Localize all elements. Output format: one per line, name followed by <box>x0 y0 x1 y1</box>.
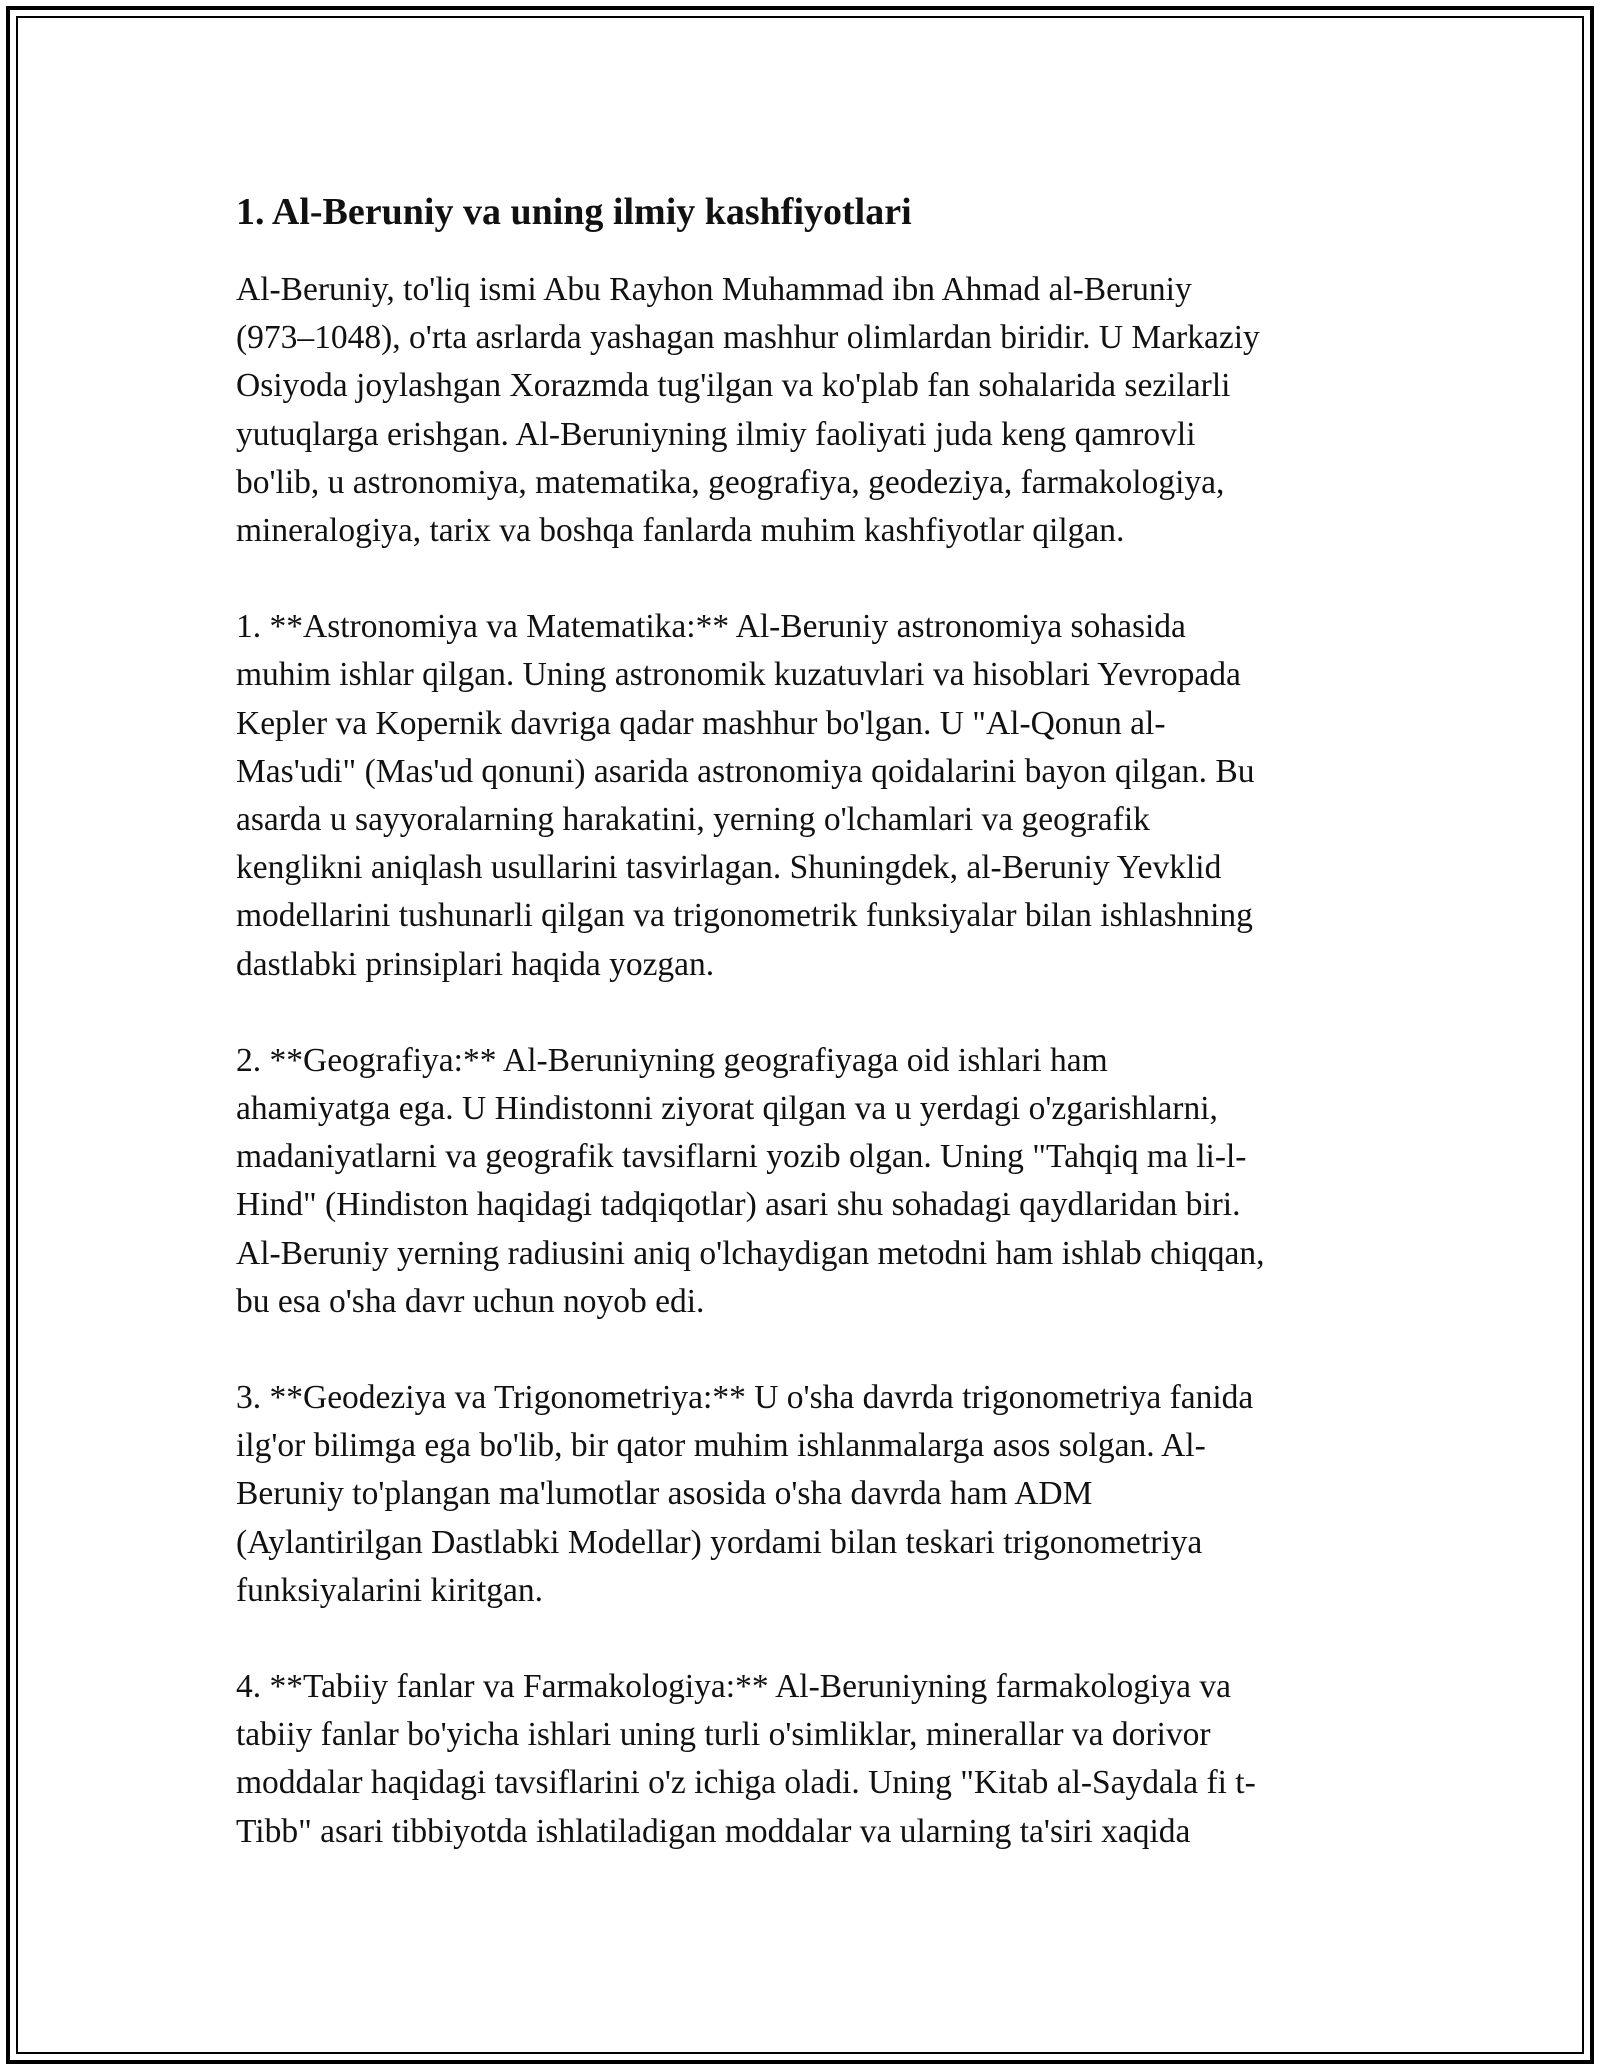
geodesy-paragraph: 3. **Geodeziya va Trigonometriya:** U o'sha davrda trigonometriya fanida ilg'or bilimga ega bo'lib, bir qator muhim ishlanmalarga asos solgan. Al- Beruniy to'plangan ma'lumotlar asosida o'sha davrda ham ADM (Aylantirilgan Dastlabki Modellar) yordami bilan teskari trigonometriya funksiyalarini kiritgan. <box>236 1379 1254 1609</box>
intro-paragraph: Al-Beruniy, to'liq ismi Abu Rayhon Muhammad ibn Ahmad al-Beruniy (973–1048), o'rta asrlarda yashagan mashhur olimlardan biridir. U Markaziy Osiyoda joylashgan Xorazmda tug'ilgan va ko'plab fan sohalarida sezilarli yutuqlarga erishgan. Al-Beruniyning ilmiy faoliyati juda keng qamrovli bo'lib, u astronomiya, matematika, geografiya, geodeziya, farmakologiya, mineralogiya, tarix va boshqa fanlarda muhim kashfiyotlar qilgan. <box>236 271 1260 550</box>
document-title: 1. Al-Beruniy va uning ilmiy kashfiyotlari <box>236 191 912 233</box>
geography-paragraph: 2. **Geografiya:** Al-Beruniyning geografiyaga oid ishlari ham ahamiyatga ega. U Hindistonni ziyorat qilgan va u yerdagi o'zgarishlarni, madaniyatlarni va geografik tavsiflarni yozib olgan. Uning "Tahqiq ma li-l- Hind" (Hindiston haqidagi tadqiqotlar) asari shu sohadagi qaydlaridan biri. Al-Beruniy yerning radiusini aniq o'lchaydigan metodni ham ishlab chiqqan, bu esa o'sha davr uchun noyob edi. <box>236 1041 1265 1320</box>
document-body <box>236 186 1366 1856</box>
astronomy-paragraph: 1. **Astronomiya va Matematika:** Al-Beruniy astronomiya sohasida muhim ishlar qilgan. Uning astronomik kuzatuvlari va hisoblari Yevropada Kepler va Kopernik davriga qadar mashhur bo'lgan. U "Al-Qonun al- Mas'udi" (Mas'ud qonuni) asarida astronomiya qoidalarini bayon qilgan. Bu asarda u sayyoralarning harakatini, yerning o'lchamlari va geografik kenglikni aniqlash usullarini tasvirlagan. Shuningdek, al-Beruniy Yevklid modellarini tushunarli qilgan va trigonometrik funksiyalar bilan ishlashning dastlabki prinsiplari haqida yozgan. <box>236 608 1255 983</box>
pharmacology-paragraph: 4. **Tabiiy fanlar va Farmakologiya:** Al-Beruniyning farmakologiya va tabiiy fanlar bo'yicha ishlari uning turli o'simliklar, minerallar va dorivor moddalar haqidagi tavsiflarini o'z ichiga oladi. Uning "Kitab al-Saydala fi t- Tibb" asari tibbiyotda ishlatiladigan moddalar va ularning ta'siri xaqida <box>236 1668 1256 1850</box>
